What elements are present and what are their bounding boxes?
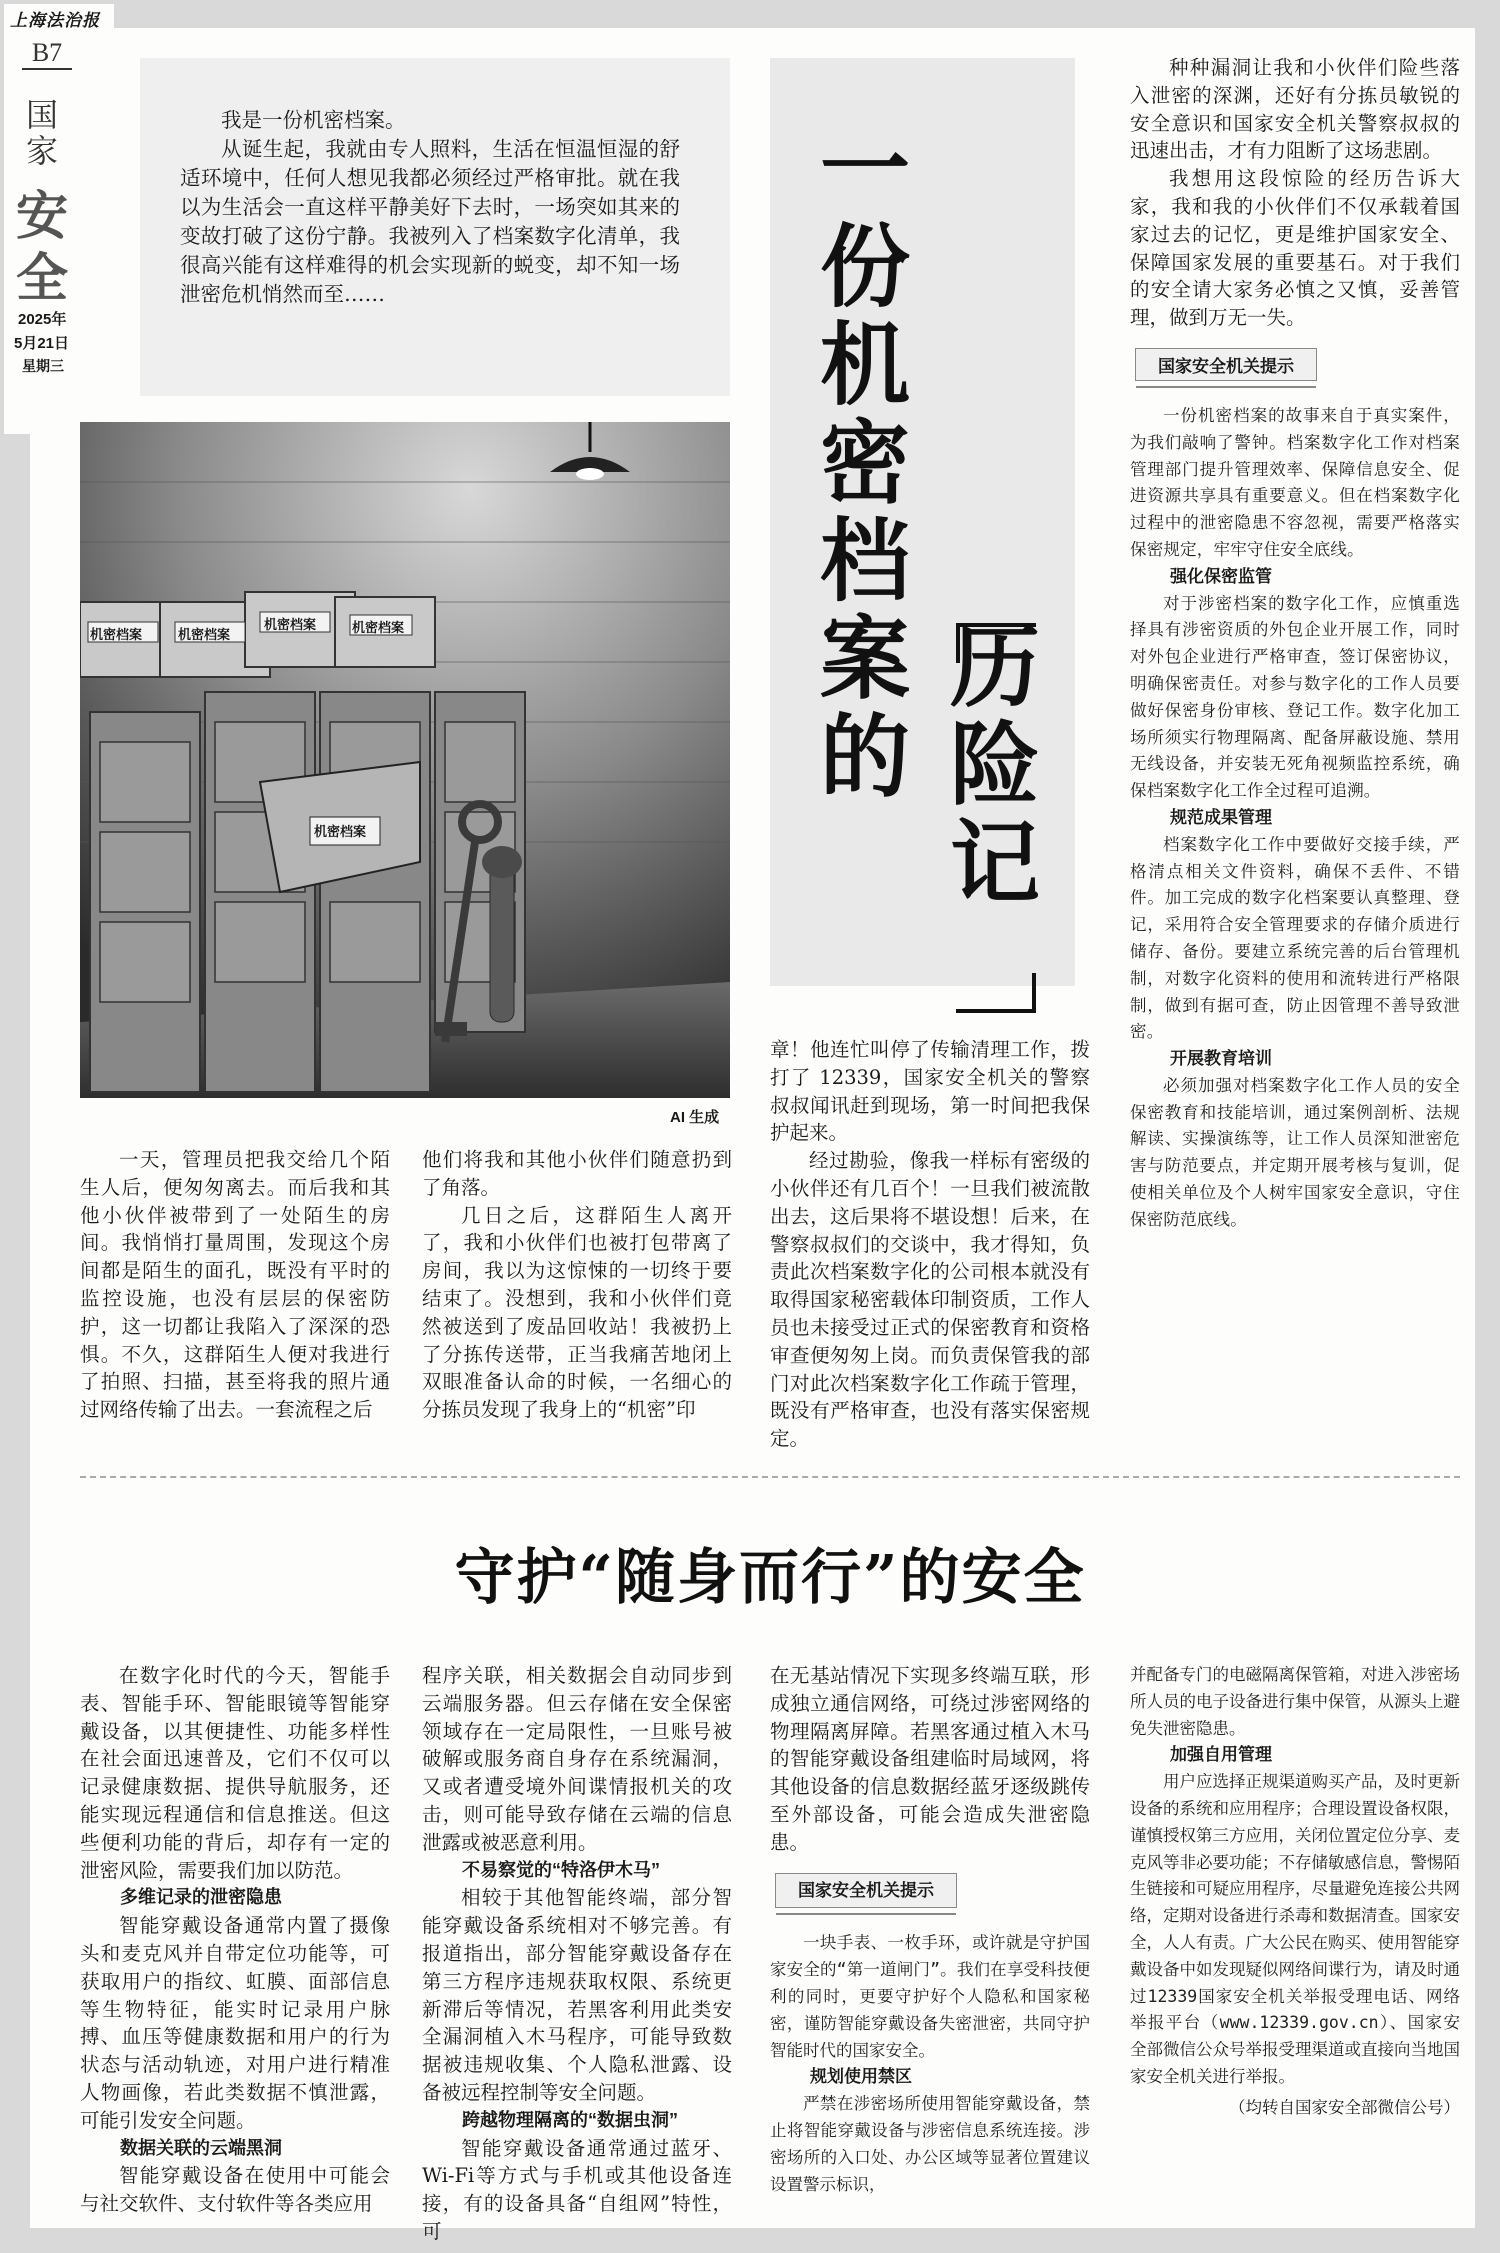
tip-paragraph: 并配备专门的电磁隔离保管箱，对进入涉密场所人员的电子设备进行集中保管，从源头上避免失泄密隐患。	[1130, 1665, 1460, 1738]
body-paragraph: 章！他连忙叫停了传输清理工作，拨打了 12339，国家安全机关的警察叔叔闻讯赶到现场，第一时间把我保护起来。	[770, 1038, 1090, 1145]
article1-column-3	[770, 1036, 1090, 1453]
page-number: B7	[22, 38, 72, 70]
subheading: 跨越物理隔离的“数据虫洞”	[462, 2109, 678, 2130]
section-divider	[80, 1476, 1460, 1478]
body-paragraph: 智能穿戴设备通常内置了摄像头和麦克风并自带定位功能等，可获取用户的指纹、虹膜、面部信息等生物特征，能实时记录用户脉搏、血压等健康数据和用户的行为状态与活动轨迹，对用户进行精准人物画像，若此类数据不慎泄露，可能引发安全问题。	[80, 1914, 390, 2132]
article1-right-column	[1130, 54, 1460, 1234]
article1-column-2	[422, 1146, 732, 1424]
article2-headline: 守护“随身而行”的安全	[454, 1543, 1086, 1613]
article-title-part2: 历险记	[950, 614, 1040, 916]
box-label: 机密档案	[352, 620, 405, 635]
tip-heading: 规范成果管理	[1170, 807, 1272, 827]
tip-heading: 强化保密监管	[1170, 566, 1272, 586]
subheading: 不易察觉的“特洛伊木马”	[462, 1859, 660, 1880]
body-paragraph: 种种漏洞让我和小伙伴们险些落入泄密的深渊，还好有分拣员敏锐的安全意识和国家安全机关警察叔叔的迅速出击，才有力阻断了这场悲剧。	[1130, 56, 1460, 163]
section-char-4: 全	[16, 248, 69, 309]
tip-paragraph: 对于涉密档案的数字化工作，应慎重选择具有涉密资质的外包企业开展工作，同时对外包企业进行严格审查，签订保密协议，明确保密责任。对参与数字化的工作人员要做好保密身份审核、登记工作。数字化加工场所须实行物理隔离、配备屏蔽设施、禁用无线设备，并安装无死角视频监控系统，确保档案数字化工作全过程可追溯。	[1130, 593, 1460, 801]
body-paragraph: 相较于其他智能终端，部分智能穿戴设备系统相对不够完善。有报道指出，部分智能穿戴设备存在第三方程序违规获取权限、系统更新滞后等情况，若黑客利用此类安全漏洞植入木马程序，可能导致数据被违规收集、个人隐私泄露、设备被远程控制等安全问题。	[422, 1886, 732, 2104]
article2-column-4	[1130, 1662, 1460, 2122]
tip-heading: 加强自用管理	[1170, 1745, 1272, 1765]
intro-box	[140, 58, 730, 396]
body-paragraph: 一天，管理员把我交给几个陌生人后，便匆匆离去。而后我和其他小伙伴被带到了一处陌生的房间。我悄悄打量周围，发现这个房间都是陌生的面孔，既没有平时的监控设施，也没有层层的保密防护，这一切都让我陷入了深深的恐惧。不久，这群陌生人便对我进行了拍照、扫描，甚至将我的照片通过网络传输了出去。一套流程之后	[80, 1148, 390, 1422]
body-paragraph: 他们将我和其他小伙伴们随意扔到了角落。	[422, 1148, 732, 1199]
body-paragraph: 几日之后，这群陌生人离开了，我和小伙伴们也被打包带离了房间，我以为这惊悚的一切终于要结束了。没想到，我和小伙伴们竟然被送到了废品回收站！我被扔上了分拣传送带，正当我痛苦地闭上双眼准备认命的时候，一名细心的分拣员发现了我身上的“机密”印	[422, 1203, 732, 1422]
drawer-label: 机密档案	[314, 824, 367, 839]
source-note: （均转自国家安全部微信公号）	[1229, 2097, 1460, 2117]
article-title-box	[770, 58, 1075, 986]
box-label: 机密档案	[178, 627, 231, 642]
article1-column-1	[80, 1146, 390, 1424]
title-bracket-close	[956, 973, 1036, 1013]
tip-tag: 国家安全机关提示	[775, 1873, 957, 1909]
tip-paragraph: 一块手表、一枚手环，或许就是守护国家安全的“第一道闸门”。我们在享受科技便利的同时，更要守护好个人隐私和国家秘密，谨防智能穿戴设备失密泄密，共同守护智能时代的国家安全。	[770, 1933, 1090, 2060]
section-char-3: 安	[16, 186, 69, 247]
subheading: 数据关联的云端黑洞	[120, 2137, 282, 2158]
illustration-archive-room	[80, 422, 730, 1098]
date-year: 2025年	[18, 311, 67, 328]
tip-paragraph: 一份机密档案的故事来自于真实案件，为我们敲响了警钟。档案数字化工作对档案管理部门提升管理效率、保障信息安全、促进资源共享具有重要意义。但在档案数字化过程中的泄密隐患不容忽视，需要严格落实保密规定，牢牢守住安全底线。	[1130, 405, 1460, 559]
tip-tag: 国家安全机关提示	[1135, 348, 1317, 381]
tip-heading: 规划使用禁区	[810, 2067, 912, 2087]
tip-paragraph: 档案数字化工作中要做好交接手续，严格清点相关文件资料，确保不丢件、不错件。加工完成的数字化档案要认真整理、登记，采用符合安全管理要求的存储介质进行储存、备份。要建立系统完善的后台管理机制，对数字化资料的使用和流转进行严格限制，做到有据可查，防止因管理不善导致泄密。	[1130, 834, 1460, 1042]
article2-column-1	[80, 1662, 390, 2218]
box-label: 机密档案	[264, 617, 317, 632]
body-paragraph: 在数字化时代的今天，智能手表、智能手环、智能眼镜等智能穿戴设备，以其便捷性、功能多样性在社会面迅速普及，它们不仅可以记录健康数据、提供导航服务，还能实现远程通信和信息推送。但这些便利功能的背后，却存有一定的泄密风险，需要我们加以防范。	[80, 1664, 390, 1882]
body-paragraph: 程序关联，相关数据会自动同步到云端服务器。但云存储在安全保密领域存在一定局限性，一旦账号被破解或服务商自身存在系统漏洞，又或者遭受境外间谍情报机关的攻击，则可能导致存储在云端的信息泄露或被恶意利用。	[422, 1664, 732, 1854]
date-day: 5月21日	[14, 335, 70, 352]
article2-column-2	[422, 1662, 732, 2246]
body-paragraph: 我想用这段惊险的经历告诉大家，我和我的小伙伴们不仅承载着国家过去的记忆，更是维护国家安全、保障国家发展的重要基石。对于我们的安全请大家务必慎之又慎，妥善管理，做到万无一失。	[1130, 167, 1460, 330]
box-label: 机密档案	[90, 627, 143, 642]
intro-paragraph: 从诞生起，我就由专人照料，生活在恒温恒湿的舒适环境中，任何人想见我都必须经过严格审批。就在我以为生活会一直这样平静美好下去时，一场突如其来的变故打破了这份宁静。我被列入了档案数字化清单，我很高兴能有这样难得的机会实现新的蜕变，却不知一场泄密危机悄然而至……	[180, 137, 680, 306]
section-char-1: 国	[26, 96, 59, 134]
body-paragraph: 经过勘验，像我一样标有密级的小伙伴还有几百个！一旦我们被流散出去，这后果将不堪设想！后来，在警察叔叔们的交谈中，我才得知，负责此次档案数字化的公司根本就没有取得国家秘密载体印制资质，工作人员也未接受过正式的保密教育和资格审查便匆匆上岗。而负责保管我的部门对此次档案数字化工作疏于管理，既没有严格审查，也没有落实保密规定。	[770, 1149, 1090, 1451]
tip-paragraph: 用户应选择正规渠道购买产品，及时更新设备的系统和应用程序；合理设置设备权限，谨慎授权第三方应用，关闭位置定位分享、麦克风等非必要功能；不存储敏感信息，警惕陌生链接和可疑应用程序，尽量避免连接公共网络，定期对设备进行杀毒和数据清查。国家安全，人人有责。广大公民在购买、使用智能穿戴设备中如发现疑似网络间谍行为，请及时通过12339国家安全机关举报受理电话、网络举报平台（www.12339.gov.cn）、国家安全部微信公众号举报受理渠道或直接向当地国家安全机关进行举报。	[1130, 1772, 1460, 2086]
tip-paragraph: 严禁在涉密场所使用智能穿戴设备，禁止将智能穿戴设备与涉密信息系统连接。涉密场所的入口处、办公区域等显著位置建议设置警示标识，	[770, 2094, 1090, 2194]
tip-heading: 开展教育培训	[1170, 1049, 1272, 1069]
article2-column-3	[770, 1662, 1090, 2198]
intro-paragraph: 我是一份机密档案。	[221, 108, 406, 132]
paper-name: 上海法治报	[10, 11, 100, 31]
masthead	[4, 4, 114, 434]
image-caption: AI 生成	[670, 1109, 720, 1126]
tip-paragraph: 必须加强对档案数字化工作人员的安全保密教育和技能培训，通过案例剖析、法规解读、实操演练等，让工作人员深知泄密危害与防范要点，并定期开展考核与复训，促使相关单位及个人树牢国家安全意识，守住保密防范底线。	[1130, 1075, 1460, 1229]
body-paragraph: 智能穿戴设备通常通过蓝牙、Wi-Fi等方式与手机或其他设备连接，有的设备具备“自组网”特性，可	[422, 2136, 732, 2243]
body-paragraph: 智能穿戴设备在使用中可能会与社交软件、支付软件等各类应用	[80, 2164, 390, 2216]
date-weekday: 星期三	[22, 358, 64, 374]
article-title-part1: 一份机密档案的	[820, 116, 910, 810]
illustration-graphic	[80, 422, 730, 1098]
subheading: 多维记录的泄密隐患	[120, 1887, 282, 1908]
section-char-2: 家	[26, 132, 59, 170]
body-paragraph: 在无基站情况下实现多终端互联，形成独立通信网络，可绕过涉密网络的物理隔离屏障。若黑客通过植入木马的智能穿戴设备组建临时局域网，将其他设备的信息数据经蓝牙逐级跳传至外部设备，可能会造成失泄密隐患。	[770, 1664, 1090, 1854]
